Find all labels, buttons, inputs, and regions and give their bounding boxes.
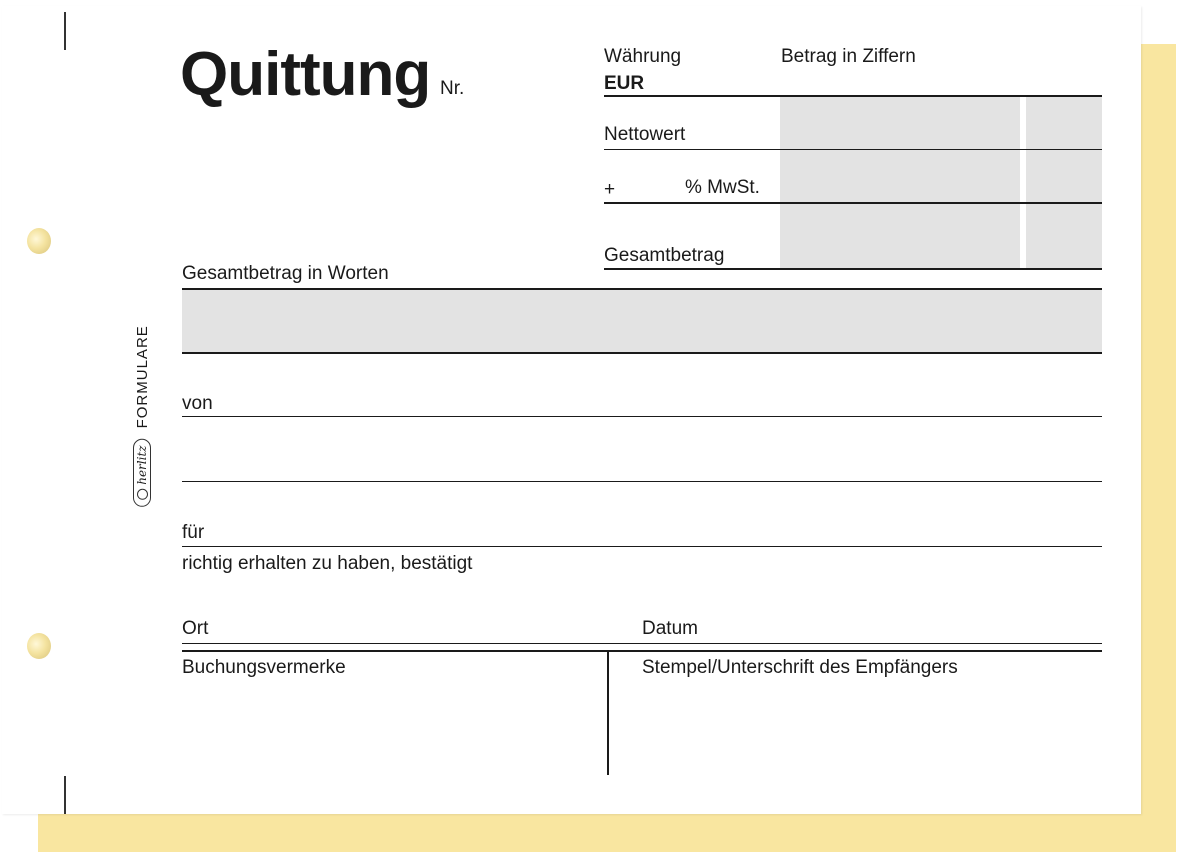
amount-field-euro[interactable] xyxy=(780,96,1020,268)
fuer-line[interactable] xyxy=(182,546,1102,547)
worten-bottom-line xyxy=(182,352,1102,354)
waehrung-line xyxy=(604,95,1102,97)
nettowert-label: Nettowert xyxy=(604,124,686,145)
betrag-ziffern-label: Betrag in Ziffern xyxy=(781,46,916,67)
ort-datum-line[interactable] xyxy=(182,643,1102,644)
formulare-label: FORMULARE xyxy=(133,325,151,429)
amount-field-cent[interactable] xyxy=(1026,96,1102,268)
gesamtbetrag-label: Gesamtbetrag xyxy=(604,245,725,266)
plus-sign: + xyxy=(604,179,616,200)
herlitz-logo: herlitz xyxy=(133,438,151,506)
gesamtbetrag-worten-label: Gesamtbetrag in Worten xyxy=(182,263,389,284)
amount-field-divider xyxy=(1020,96,1026,268)
gesamtbetrag-worten-field[interactable] xyxy=(182,290,1102,352)
perforation-mark-top xyxy=(64,12,66,50)
buchung-label: Buchungsvermerke xyxy=(182,657,346,678)
mwst-label: % MwSt. xyxy=(685,177,760,198)
punch-hole-top xyxy=(27,228,51,254)
nr-label: Nr. xyxy=(440,78,465,99)
footer-top-line xyxy=(182,650,1102,652)
von-line[interactable] xyxy=(182,416,1102,417)
perforation-mark-bottom xyxy=(64,776,66,814)
mwst-line xyxy=(604,202,1102,204)
waehrung-value: EUR xyxy=(604,73,645,94)
footer-divider xyxy=(607,651,609,775)
ort-label: Ort xyxy=(182,618,209,639)
stempel-label: Stempel/Unterschrift des Empfängers xyxy=(642,657,958,678)
page-title: Quittung xyxy=(180,40,431,109)
punch-hole-bottom xyxy=(27,633,51,659)
datum-label: Datum xyxy=(642,618,698,639)
von-label: von xyxy=(182,393,213,414)
receipt-form xyxy=(2,6,1141,814)
von-line-2[interactable] xyxy=(182,481,1102,482)
bestaetigt-text: richtig erhalten zu haben, bestätigt xyxy=(182,553,473,574)
brand-block xyxy=(122,306,162,526)
waehrung-label: Währung xyxy=(604,46,682,67)
gesamtbetrag-line xyxy=(604,268,1102,270)
fuer-label: für xyxy=(182,522,205,543)
nettowert-line xyxy=(604,149,1102,150)
